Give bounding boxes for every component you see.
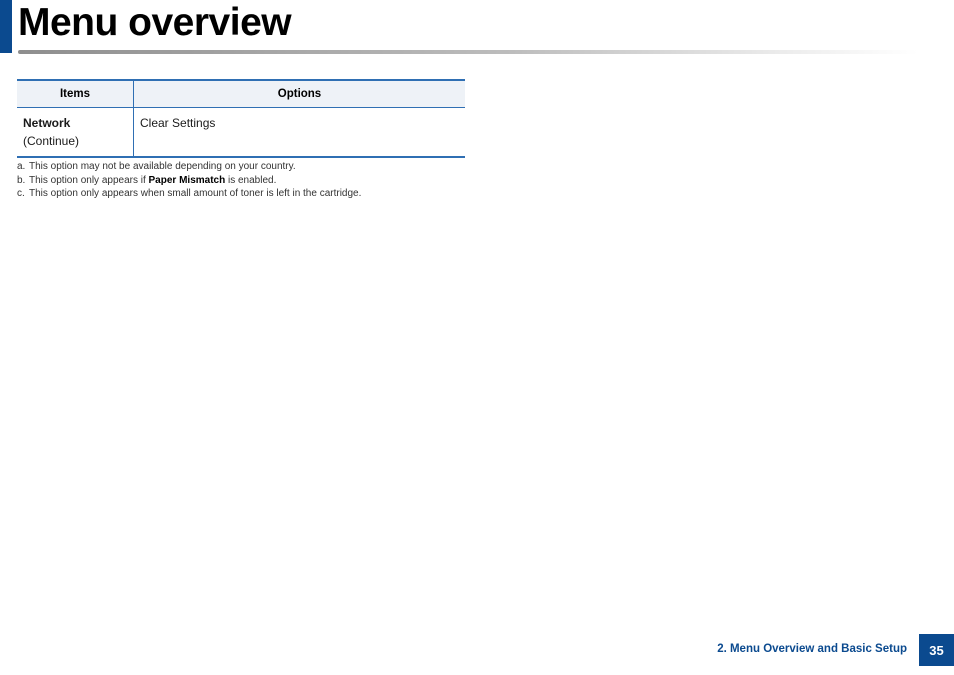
footnote-text: is enabled. — [225, 174, 277, 186]
column-header-options: Options — [134, 80, 466, 108]
page-title: Menu overview — [18, 1, 292, 44]
footnote-text: This option may not be available depending on your country. — [29, 161, 296, 172]
table-header-row — [17, 80, 465, 108]
title-accent-bar — [0, 0, 12, 53]
footer-section-label: 2. Menu Overview and Basic Setup — [717, 643, 907, 655]
item-subtitle: (Continue) — [23, 134, 80, 148]
page-number-badge: 35 — [919, 634, 954, 666]
footnote-text: This option only appears if — [29, 174, 149, 186]
footnote-b — [17, 174, 617, 188]
footnote-letter: c. — [17, 188, 25, 199]
footnote-a — [17, 160, 617, 174]
footnote-c — [17, 187, 617, 201]
menu-options-table — [17, 79, 465, 158]
title-divider — [18, 50, 918, 54]
footnote-bold-term: Paper Mismatch — [148, 174, 226, 186]
footnotes — [17, 160, 617, 201]
footnote-letter: b. — [17, 174, 26, 186]
footnote-text: This option only appears when small amount of toner is left in the cartridge. — [29, 188, 362, 199]
footnote-letter: a. — [17, 161, 26, 172]
item-name: Network — [23, 116, 71, 130]
table-row — [17, 108, 465, 158]
cell-item — [17, 108, 134, 158]
column-header-items: Items — [17, 80, 134, 108]
cell-option: Clear Settings — [134, 108, 466, 158]
